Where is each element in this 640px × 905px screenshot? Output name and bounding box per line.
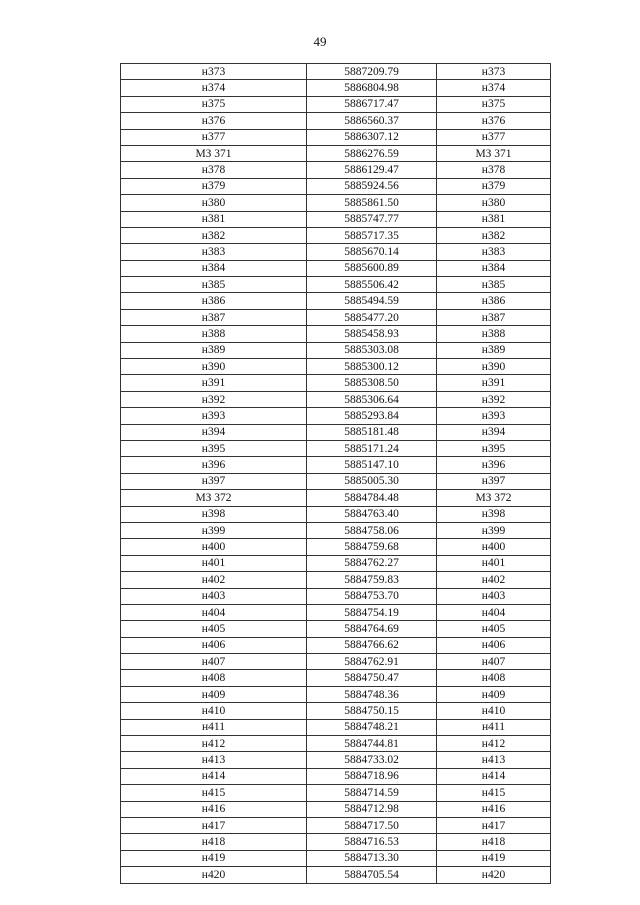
point-name-cell: н381 xyxy=(121,211,307,227)
table-row xyxy=(121,129,551,145)
point-name-repeat-cell: н410 xyxy=(437,703,551,719)
point-name-repeat-cell: н378 xyxy=(437,162,551,178)
table-row xyxy=(121,64,551,80)
point-name-cell: н378 xyxy=(121,162,307,178)
table-row xyxy=(121,555,551,571)
point-name-repeat-cell: н374 xyxy=(437,80,551,96)
coordinate-value-cell: 5884763.40 xyxy=(307,506,437,522)
table-row xyxy=(121,736,551,752)
table-row xyxy=(121,359,551,375)
point-name-repeat-cell: н407 xyxy=(437,654,551,670)
coordinate-value-cell: 5884718.96 xyxy=(307,768,437,784)
point-name-repeat-cell: н408 xyxy=(437,670,551,686)
point-name-cell: МЗ 371 xyxy=(121,145,307,161)
point-name-repeat-cell: н399 xyxy=(437,522,551,538)
table-row xyxy=(121,654,551,670)
coordinate-value-cell: 5884712.98 xyxy=(307,801,437,817)
point-name-cell: н408 xyxy=(121,670,307,686)
point-name-repeat-cell: н387 xyxy=(437,309,551,325)
point-name-repeat-cell: н395 xyxy=(437,440,551,456)
point-name-repeat-cell: н376 xyxy=(437,113,551,129)
table-row xyxy=(121,178,551,194)
coordinate-value-cell: 5885181.48 xyxy=(307,424,437,440)
table-row xyxy=(121,834,551,850)
table-row xyxy=(121,244,551,260)
point-name-repeat-cell: н401 xyxy=(437,555,551,571)
point-name-repeat-cell: н373 xyxy=(437,64,551,80)
point-name-repeat-cell: н412 xyxy=(437,736,551,752)
table-row xyxy=(121,850,551,866)
table-row xyxy=(121,572,551,588)
table-row xyxy=(121,637,551,653)
table-row xyxy=(121,490,551,506)
table-row xyxy=(121,113,551,129)
coordinates-table xyxy=(120,63,551,884)
point-name-cell: н373 xyxy=(121,64,307,80)
point-name-repeat-cell: н385 xyxy=(437,277,551,293)
point-name-cell: н416 xyxy=(121,801,307,817)
coordinate-value-cell: 5884716.53 xyxy=(307,834,437,850)
point-name-repeat-cell: МЗ 372 xyxy=(437,490,551,506)
point-name-cell: н377 xyxy=(121,129,307,145)
table-row xyxy=(121,342,551,358)
coordinate-value-cell: 5885600.89 xyxy=(307,260,437,276)
table-row xyxy=(121,867,551,883)
point-name-cell: н398 xyxy=(121,506,307,522)
point-name-repeat-cell: н415 xyxy=(437,785,551,801)
coordinate-value-cell: 5885717.35 xyxy=(307,227,437,243)
point-name-cell: н409 xyxy=(121,686,307,702)
table-row xyxy=(121,719,551,735)
coordinate-value-cell: 5884754.19 xyxy=(307,604,437,620)
point-name-cell: н414 xyxy=(121,768,307,784)
table-row xyxy=(121,752,551,768)
coordinate-value-cell: 5886560.37 xyxy=(307,113,437,129)
coordinate-value-cell: 5885506.42 xyxy=(307,277,437,293)
point-name-cell: н417 xyxy=(121,817,307,833)
point-name-repeat-cell: н391 xyxy=(437,375,551,391)
coordinate-value-cell: 5884705.54 xyxy=(307,867,437,883)
point-name-repeat-cell: н398 xyxy=(437,506,551,522)
point-name-cell: н374 xyxy=(121,80,307,96)
point-name-repeat-cell: н403 xyxy=(437,588,551,604)
point-name-repeat-cell: н409 xyxy=(437,686,551,702)
point-name-cell: н383 xyxy=(121,244,307,260)
point-name-cell: н391 xyxy=(121,375,307,391)
point-name-cell: н385 xyxy=(121,277,307,293)
point-name-cell: н401 xyxy=(121,555,307,571)
point-name-repeat-cell: н413 xyxy=(437,752,551,768)
coordinate-value-cell: 5884758.06 xyxy=(307,522,437,538)
table-row xyxy=(121,588,551,604)
point-name-repeat-cell: н404 xyxy=(437,604,551,620)
point-name-cell: н380 xyxy=(121,195,307,211)
coordinate-value-cell: 5884784.48 xyxy=(307,490,437,506)
point-name-repeat-cell: н418 xyxy=(437,834,551,850)
table-row xyxy=(121,817,551,833)
point-name-repeat-cell: н402 xyxy=(437,572,551,588)
point-name-cell: н389 xyxy=(121,342,307,358)
point-name-cell: н415 xyxy=(121,785,307,801)
point-name-cell: н382 xyxy=(121,227,307,243)
table-row xyxy=(121,375,551,391)
point-name-cell: н395 xyxy=(121,440,307,456)
table-row xyxy=(121,408,551,424)
point-name-repeat-cell: н414 xyxy=(437,768,551,784)
table-row xyxy=(121,326,551,342)
point-name-cell: н392 xyxy=(121,391,307,407)
point-name-cell: н397 xyxy=(121,473,307,489)
table-row xyxy=(121,293,551,309)
coordinate-value-cell: 5885300.12 xyxy=(307,359,437,375)
point-name-cell: н390 xyxy=(121,359,307,375)
point-name-repeat-cell: н379 xyxy=(437,178,551,194)
point-name-cell: н388 xyxy=(121,326,307,342)
point-name-cell: н387 xyxy=(121,309,307,325)
table-row xyxy=(121,785,551,801)
table-row xyxy=(121,522,551,538)
coordinate-value-cell: 5884713.30 xyxy=(307,850,437,866)
coordinate-value-cell: 5886129.47 xyxy=(307,162,437,178)
coordinate-value-cell: 5887209.79 xyxy=(307,64,437,80)
point-name-cell: н403 xyxy=(121,588,307,604)
point-name-cell: н379 xyxy=(121,178,307,194)
point-name-cell: н413 xyxy=(121,752,307,768)
point-name-repeat-cell: н417 xyxy=(437,817,551,833)
table-row xyxy=(121,211,551,227)
table-row xyxy=(121,539,551,555)
coordinate-value-cell: 5885147.10 xyxy=(307,457,437,473)
table-row xyxy=(121,162,551,178)
table-row xyxy=(121,195,551,211)
point-name-cell: н400 xyxy=(121,539,307,555)
coordinate-value-cell: 5884750.47 xyxy=(307,670,437,686)
coordinate-value-cell: 5885747.77 xyxy=(307,211,437,227)
table-row xyxy=(121,670,551,686)
table-row xyxy=(121,80,551,96)
page-number: 49 xyxy=(313,34,327,49)
point-name-cell: н410 xyxy=(121,703,307,719)
table-row xyxy=(121,457,551,473)
coordinate-value-cell: 5885494.59 xyxy=(307,293,437,309)
point-name-repeat-cell: МЗ 371 xyxy=(437,145,551,161)
table-row xyxy=(121,768,551,784)
coordinate-value-cell: 5885924.56 xyxy=(307,178,437,194)
coordinate-value-cell: 5884744.81 xyxy=(307,736,437,752)
point-name-cell: н404 xyxy=(121,604,307,620)
coordinate-value-cell: 5884748.21 xyxy=(307,719,437,735)
point-name-repeat-cell: н419 xyxy=(437,850,551,866)
point-name-cell: н386 xyxy=(121,293,307,309)
point-name-repeat-cell: н384 xyxy=(437,260,551,276)
table-row xyxy=(121,424,551,440)
table-row xyxy=(121,440,551,456)
table-row xyxy=(121,604,551,620)
point-name-repeat-cell: н392 xyxy=(437,391,551,407)
point-name-cell: н405 xyxy=(121,621,307,637)
point-name-repeat-cell: н381 xyxy=(437,211,551,227)
point-name-cell: н399 xyxy=(121,522,307,538)
coordinate-value-cell: 5885303.08 xyxy=(307,342,437,358)
coordinate-value-cell: 5886804.98 xyxy=(307,80,437,96)
coordinate-value-cell: 5885306.64 xyxy=(307,391,437,407)
point-name-repeat-cell: н380 xyxy=(437,195,551,211)
point-name-cell: н407 xyxy=(121,654,307,670)
point-name-repeat-cell: н375 xyxy=(437,96,551,112)
point-name-cell: н418 xyxy=(121,834,307,850)
point-name-repeat-cell: н388 xyxy=(437,326,551,342)
table-row xyxy=(121,227,551,243)
coordinate-value-cell: 5884762.27 xyxy=(307,555,437,571)
table-row xyxy=(121,145,551,161)
point-name-cell: н420 xyxy=(121,867,307,883)
point-name-cell: н406 xyxy=(121,637,307,653)
table-row xyxy=(121,277,551,293)
point-name-repeat-cell: н397 xyxy=(437,473,551,489)
point-name-repeat-cell: н386 xyxy=(437,293,551,309)
coordinate-value-cell: 5884753.70 xyxy=(307,588,437,604)
point-name-repeat-cell: н389 xyxy=(437,342,551,358)
point-name-cell: н402 xyxy=(121,572,307,588)
point-name-cell: н384 xyxy=(121,260,307,276)
coordinate-value-cell: 5885861.50 xyxy=(307,195,437,211)
coordinate-value-cell: 5884748.36 xyxy=(307,686,437,702)
point-name-cell: н396 xyxy=(121,457,307,473)
coordinates-table-body xyxy=(121,64,551,884)
table-row xyxy=(121,621,551,637)
point-name-cell: н375 xyxy=(121,96,307,112)
point-name-cell: н394 xyxy=(121,424,307,440)
point-name-cell: н376 xyxy=(121,113,307,129)
point-name-cell: н393 xyxy=(121,408,307,424)
coordinate-value-cell: 5884764.69 xyxy=(307,621,437,637)
point-name-repeat-cell: н377 xyxy=(437,129,551,145)
coordinate-value-cell: 5886717.47 xyxy=(307,96,437,112)
table-row xyxy=(121,801,551,817)
table-row xyxy=(121,703,551,719)
coordinate-value-cell: 5885171.24 xyxy=(307,440,437,456)
point-name-cell: МЗ 372 xyxy=(121,490,307,506)
point-name-repeat-cell: н382 xyxy=(437,227,551,243)
coordinate-value-cell: 5885308.50 xyxy=(307,375,437,391)
point-name-repeat-cell: н405 xyxy=(437,621,551,637)
table-row xyxy=(121,473,551,489)
table-row xyxy=(121,309,551,325)
coordinate-value-cell: 5884750.15 xyxy=(307,703,437,719)
point-name-repeat-cell: н393 xyxy=(437,408,551,424)
table-row xyxy=(121,260,551,276)
table-row xyxy=(121,506,551,522)
coordinate-value-cell: 5884717.50 xyxy=(307,817,437,833)
coordinate-value-cell: 5884733.02 xyxy=(307,752,437,768)
point-name-cell: н412 xyxy=(121,736,307,752)
coordinate-value-cell: 5884766.62 xyxy=(307,637,437,653)
point-name-repeat-cell: н406 xyxy=(437,637,551,653)
table-row xyxy=(121,96,551,112)
coordinate-value-cell: 5886307.12 xyxy=(307,129,437,145)
point-name-repeat-cell: н396 xyxy=(437,457,551,473)
point-name-repeat-cell: н383 xyxy=(437,244,551,260)
point-name-repeat-cell: н416 xyxy=(437,801,551,817)
coordinate-value-cell: 5884759.83 xyxy=(307,572,437,588)
coordinate-value-cell: 5886276.59 xyxy=(307,145,437,161)
coordinate-value-cell: 5885005.30 xyxy=(307,473,437,489)
point-name-repeat-cell: н411 xyxy=(437,719,551,735)
point-name-cell: н411 xyxy=(121,719,307,735)
point-name-repeat-cell: н400 xyxy=(437,539,551,555)
coordinate-value-cell: 5885670.14 xyxy=(307,244,437,260)
table-row xyxy=(121,686,551,702)
coordinate-value-cell: 5885477.20 xyxy=(307,309,437,325)
coordinate-value-cell: 5884759.68 xyxy=(307,539,437,555)
point-name-repeat-cell: н390 xyxy=(437,359,551,375)
coordinate-value-cell: 5884714.59 xyxy=(307,785,437,801)
coordinate-value-cell: 5884762.91 xyxy=(307,654,437,670)
coordinate-value-cell: 5885458.93 xyxy=(307,326,437,342)
coordinate-value-cell: 5885293.84 xyxy=(307,408,437,424)
point-name-repeat-cell: н394 xyxy=(437,424,551,440)
point-name-repeat-cell: н420 xyxy=(437,867,551,883)
table-row xyxy=(121,391,551,407)
point-name-cell: н419 xyxy=(121,850,307,866)
